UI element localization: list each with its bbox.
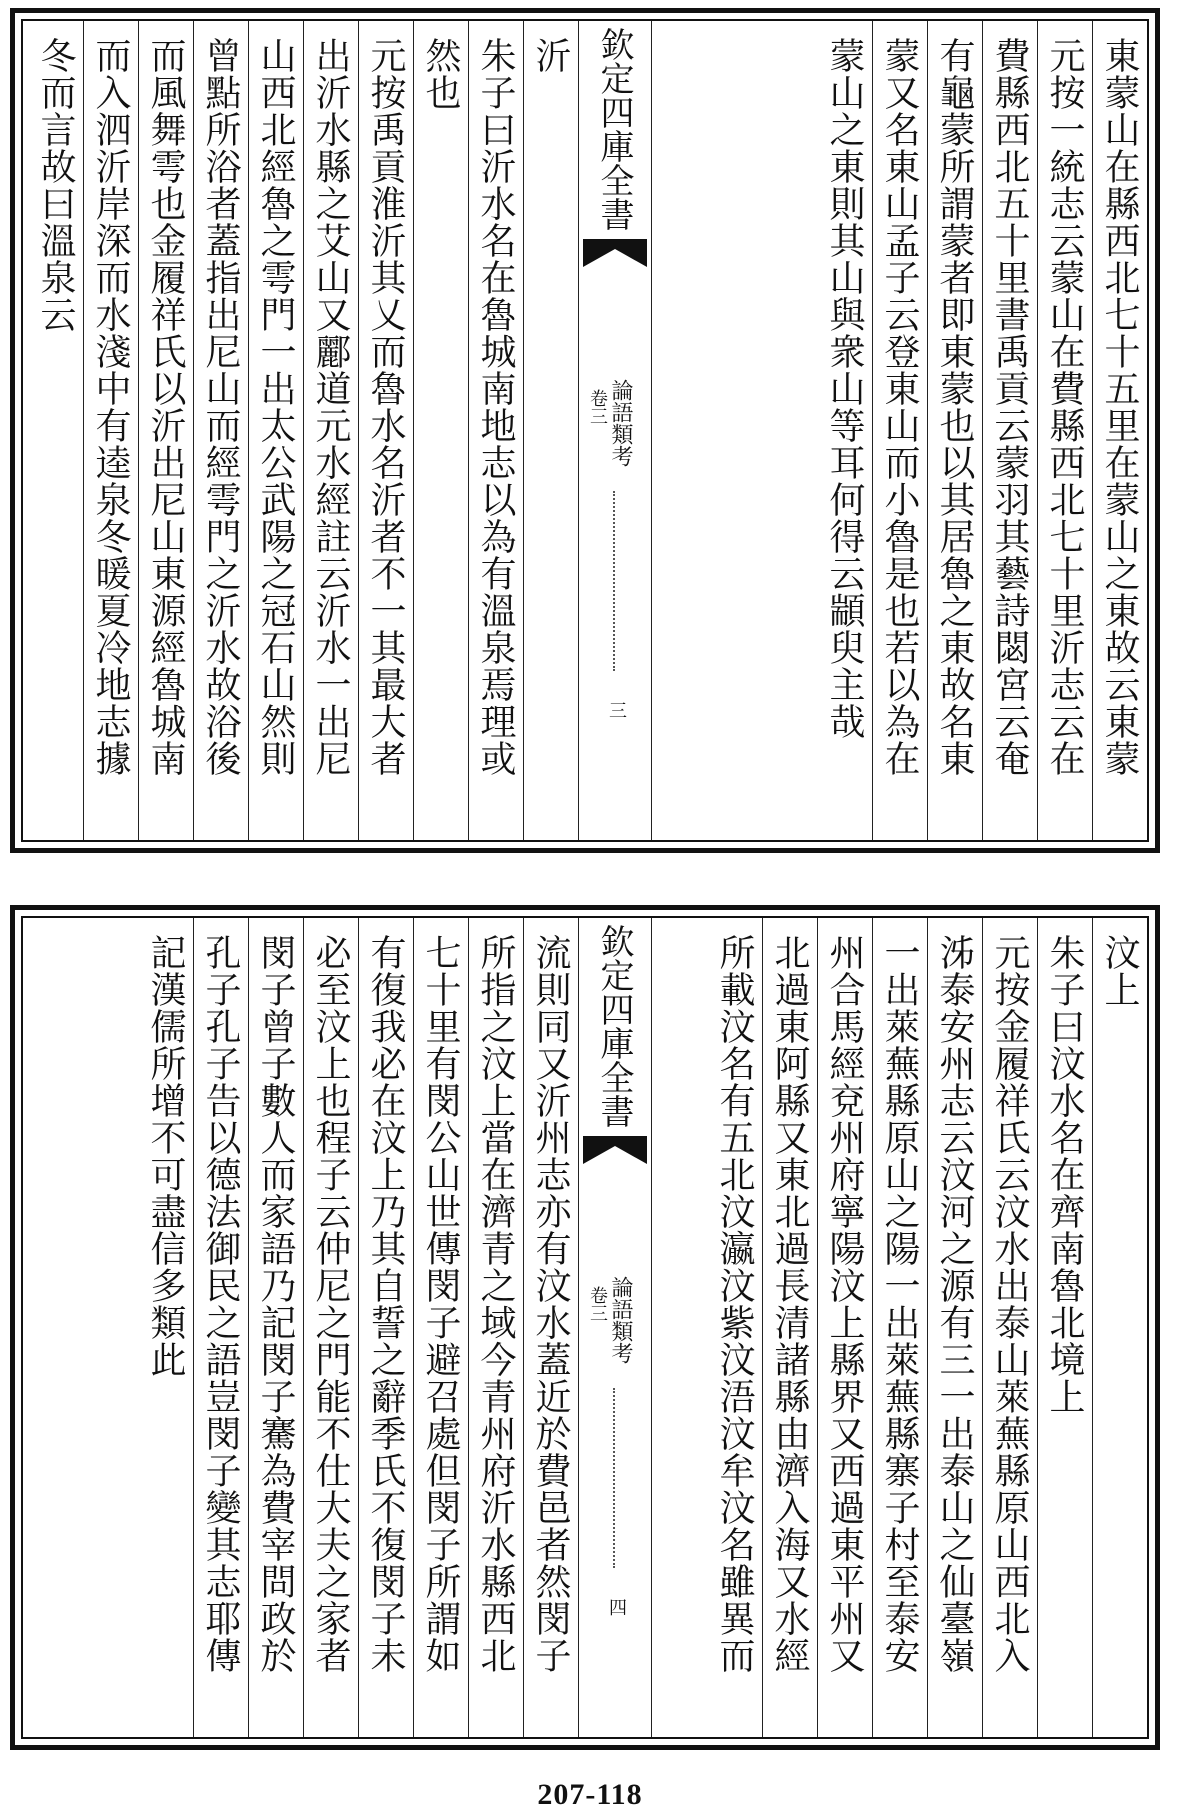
top-header-title: 欽定四庫全書 — [594, 27, 634, 231]
column-text: 所指之汶上當在濟青之域今青州府沂水縣西北 — [475, 934, 516, 1674]
text-column — [193, 21, 248, 840]
fish-tail-mark-icon — [583, 1136, 647, 1164]
text-column — [358, 21, 413, 840]
top-page — [10, 8, 1160, 853]
text-column — [413, 21, 468, 840]
column-text: 元按一統志云蒙山在費縣西北七十里沂志云在 — [1044, 37, 1085, 777]
text-column — [982, 21, 1037, 840]
column-text: 沂 — [530, 37, 571, 74]
text-column — [28, 21, 83, 840]
column-text: 朱子曰汶水名在齊南魯北境上 — [1044, 934, 1085, 1415]
column-text: 而入泗沂岸深而水淺中有逵泉冬暖夏冷地志據 — [90, 37, 131, 777]
bottom-page-frame — [21, 916, 1149, 1739]
bottom-right-half — [650, 918, 1147, 1737]
text-column — [1037, 21, 1092, 840]
column-text: 閔子曾子數人而家語乃記閔子騫為費宰問政於 — [255, 934, 296, 1674]
text-column — [303, 918, 358, 1737]
top-book-subtitle: 論語類考 — [608, 379, 633, 467]
bottom-page — [10, 905, 1160, 1750]
text-column — [468, 21, 523, 840]
text-column — [872, 918, 927, 1737]
text-column — [927, 918, 982, 1737]
text-column — [468, 918, 523, 1737]
column-text: 冬而言故曰溫泉云 — [35, 37, 76, 333]
column-text: 州合馬經兗州府寧陽汶上縣界又西過東平州又 — [824, 934, 865, 1674]
column-text: 北過東阿縣又東北過長清諸縣由濟入海又水經 — [769, 934, 810, 1674]
text-column — [762, 918, 817, 1737]
column-text: 費縣西北五十里書禹貢云蒙羽其藝詩閟宮云奄 — [989, 37, 1030, 777]
text-column — [523, 918, 578, 1737]
column-text: 元按金履祥氏云汶水出泰山萊蕪縣原山西北入 — [989, 934, 1030, 1674]
text-column — [817, 918, 872, 1737]
column-text: 必至汶上也程子云仲尼之門能不仕大夫之家者 — [310, 934, 351, 1674]
column-text: 朱子曰沂水名在魯城南地志以為有溫泉焉理或 — [475, 37, 516, 777]
text-column — [248, 918, 303, 1737]
text-column — [1092, 918, 1147, 1737]
text-column — [872, 21, 927, 840]
column-text: 山西北經魯之雩門一出太公武陽之冠石山然則 — [255, 37, 296, 777]
column-text: 一出萊蕪縣原山之陽一出萊蕪縣寨子村至泰安 — [879, 934, 920, 1674]
column-text: 汶上 — [1099, 934, 1140, 1008]
text-column — [413, 918, 468, 1737]
text-column — [83, 21, 138, 840]
text-column — [982, 918, 1037, 1737]
bottom-left-half — [23, 918, 578, 1737]
column-text: 然也 — [420, 37, 461, 111]
column-text: 東蒙山在縣西北七十五里在蒙山之東故云東蒙 — [1099, 37, 1140, 777]
top-center-strip — [578, 21, 652, 840]
bottom-juan-label: 卷三 — [587, 1286, 608, 1322]
top-page-number: 三 — [606, 701, 627, 719]
text-column — [138, 918, 193, 1737]
column-text: 有龜蒙所謂蒙者即東蒙也以其居魯之東故名東 — [934, 37, 975, 777]
text-column — [358, 918, 413, 1737]
column-text: 出沂水縣之艾山又酈道元水經註云沂水一出尼 — [310, 37, 351, 777]
text-column — [1037, 918, 1092, 1737]
column-text: 有復我必在汶上乃其自誓之辭季氏不復閔子未 — [365, 934, 406, 1674]
bottom-page-number: 四 — [606, 1598, 627, 1616]
column-text: 泲泰安州志云汶河之源有三一出泰山之仙臺嶺 — [934, 934, 975, 1674]
text-column — [817, 21, 872, 840]
column-text: 所載汶名有五北汶瀛汶紫汶浯汶牟汶名雖異而 — [714, 934, 755, 1674]
text-column — [303, 21, 358, 840]
top-left-half — [23, 21, 578, 840]
top-page-frame — [21, 19, 1149, 842]
column-text: 流則同又沂州志亦有汶水蓋近於費邑者然閔子 — [530, 934, 571, 1674]
page-footer-number: 207-118 — [537, 1778, 643, 1811]
bottom-dotted-rule — [613, 1388, 617, 1568]
text-column — [248, 21, 303, 840]
text-column — [707, 918, 762, 1737]
column-text: 蒙又名東山孟子云登東山而小魯是也若以為在 — [879, 37, 920, 777]
text-column — [1092, 21, 1147, 840]
column-text: 蒙山之東則其山與衆山等耳何得云顓臾主哉 — [824, 37, 865, 740]
top-dotted-rule — [613, 491, 617, 671]
text-column — [193, 918, 248, 1737]
text-column — [523, 21, 578, 840]
column-text: 元按禹貢淮沂其乂而魯水名沂者不一其最大者 — [365, 37, 406, 777]
top-juan-label: 卷三 — [587, 389, 608, 425]
top-right-half — [650, 21, 1147, 840]
fish-tail-mark-icon — [583, 239, 647, 267]
column-text: 七十里有閔公山世傳閔子避召處但閔子所謂如 — [420, 934, 461, 1674]
text-column — [138, 21, 193, 840]
column-text: 孔子孔子告以德法御民之語豈閔子變其志耶傳 — [200, 934, 241, 1674]
text-column — [927, 21, 982, 840]
bottom-center-strip — [578, 918, 652, 1737]
bottom-book-subtitle: 論語類考 — [608, 1276, 633, 1364]
column-text: 記漢儒所增不可盡信多類此 — [145, 934, 186, 1378]
column-text: 而風舞雩也金履祥氏以沂出尼山東源經魯城南 — [145, 37, 186, 777]
bottom-header-title: 欽定四庫全書 — [594, 924, 634, 1128]
column-text: 曾點所浴者蓋指出尼山而經雩門之沂水故浴後 — [200, 37, 241, 777]
